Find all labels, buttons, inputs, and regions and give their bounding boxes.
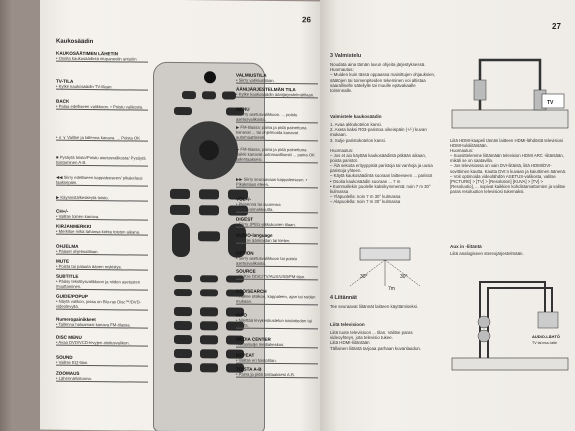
label-numbers: Numeropainikkeet • Tallenna haluamasi kanava FM-tilassa. — [56, 317, 148, 329]
label-play: ▶ Käynnistä/keskeytä toisto. — [56, 195, 148, 202]
distance-label: 7m — [388, 286, 395, 292]
num-8-button — [200, 335, 218, 344]
prev-button — [199, 189, 219, 199]
label-eco-search: ECO/SEARCH • Hakee otsikon, kappaleen, ajan tai raidan mukaan. — [236, 289, 318, 306]
label-fm-auto: ▶ FM-tilassa, paina ja pidä painettuna kaikki kanavat automaattisesti ... paina OK tallentaaksesi. — [236, 147, 318, 164]
label-mute: MUTE • Poista tai palauta äänen mykistys. — [56, 259, 148, 271]
ok-button — [199, 140, 219, 160]
label-info: INFO • Näyttää levykeskustelun toistotiedon tai muuta. — [236, 313, 318, 330]
tv-label: TV — [547, 100, 554, 106]
label-sound: SOUND • Valitse EQ-tilan. — [56, 355, 148, 367]
tv-connect-title: Liitä televisioon — [330, 322, 365, 327]
right-page — [320, 0, 575, 431]
section-3-title: 3 Valmistelu — [330, 53, 362, 59]
label-ch: CH+/- • Valitse toinen kanava. — [56, 209, 148, 221]
label-program: OHJELMA • Pääset ohjelmatilaan. — [56, 244, 148, 256]
num-5-button — [200, 321, 218, 330]
bookmark-button — [174, 275, 192, 282]
num-2-button — [200, 307, 218, 316]
label-volume: VOL+/- • Pienennä tai suurenna äänenvoimakkuutta. — [236, 197, 318, 214]
sound-button — [174, 363, 192, 372]
label-bookmark: KIRJANMERKKI • Merkitse mikä tahansa kohta toiston aikana. — [56, 224, 148, 236]
tv-device-label: TV tai muu laite — [532, 341, 557, 345]
left-page — [40, 0, 323, 431]
label-zoom: ZOOMAUS • Lähennä/loitonna. — [56, 371, 148, 383]
home-button — [202, 91, 216, 99]
label-transmitter: KAUKOSÄÄTIMEN LÄHETIN • Osoita kaukosäädintä etupaneelin anturiin — [56, 51, 148, 63]
back-button — [174, 107, 192, 115]
aux-text: Liitä analogiseen stereojärjestelmään. — [450, 251, 524, 256]
label-tv-mode: TV-TILA • Kytke kaukosäädin TV-tilaan. — [56, 79, 148, 91]
num-1-button — [174, 307, 192, 316]
label-ab: TOISTA A-B • Paina ja pidä toistaaksesi A-B. — [236, 367, 318, 379]
num-4-button — [174, 321, 192, 330]
aux-title: Aux in -liitäntä — [450, 244, 482, 249]
remote-section-title: Kaukosäädin — [56, 38, 94, 46]
label-audio-system-mode: ÄÄNIJÄRJESTELMÄN TILA • Kytke kaukosäädin äänijärjestelmätilaan. — [236, 87, 318, 99]
angle-left-label: 30° — [360, 274, 368, 280]
hdmi-connection-diagram — [450, 50, 570, 134]
power-button — [204, 71, 216, 83]
tv-button — [182, 91, 196, 99]
label-source: SOURCE • Valitse DISC/TV/AUX/USB/FM tilan. — [236, 269, 318, 281]
label-disc-menu: DISC MENU • Avaa DVD/VCD-levyjen aloitusvalikon. — [56, 335, 148, 347]
stop-button — [170, 189, 190, 199]
audio-mode-button — [222, 91, 236, 99]
page-number-left: 26 — [302, 15, 311, 25]
remote-note: Huomautus: – Jos et aio käyttää kaukosäädintä pitkään aikaan, poista paristot. – Älä sekoita erityyppisiä paristoja tai vanhoja ja uusia paristoja yhteen. – Käytä kaukosäädintä suoraan laitteeseen ... paristot • Osoita kaukosäädin suoraan ... 7 m • Kummallekin puolelle kaksikymmentä: noin 7 m 30° kulmassa – Yläpuolella: noin 7 m 30° kulmassa – Alapuolella: noin 7 m 30° kulmassa — [330, 148, 433, 204]
play-button — [199, 205, 219, 215]
channel-rocker — [172, 223, 190, 257]
label-audio-language: AUDIO-language • Valitse ääniraidan tai kielen. — [236, 233, 318, 245]
page-number-right: 27 — [552, 22, 561, 31]
label-digest: DIGEST • Siirry JPEG-pikkukuvien tilaan. — [236, 217, 318, 229]
zoom-button — [200, 363, 218, 372]
label-channel-arrows: • ∧ ∨ Valitse ja tallenna kanava. ... Poista OK — [56, 135, 148, 142]
audio-button — [200, 289, 218, 296]
tv-connect-text: Liitä tuote televisioon ... tilan. Valitse paras videoyhteys, jota televisio tukee. Liitä HDMI-liitäntään Tällainen liitäntä tarjoaa parhaan kuvanlaadun. — [330, 330, 422, 351]
aux-connection-diagram — [450, 262, 570, 372]
remote-range-diagram — [330, 246, 440, 292]
section-4-title: 4 Liitännät — [330, 295, 357, 301]
label-next: ▶▶ Siirry seuraavaan kappaleeseen. • Pikakelaus eteen. — [236, 177, 318, 189]
num-0-button — [200, 349, 218, 358]
section-3-text: Noudata aina tämän luvun ohjeita järjestyksessä. Huomautus: – Muiden kuin tässä oppaassa mainittujen ohjauksien, säätöjen tai toimenpiteiden tekeminen voi altistaa vaaralliselle säteilylle tai muulle epävakaalle toiminnalle. — [330, 62, 436, 94]
disc-menu-button — [174, 349, 192, 358]
rewind-button — [170, 205, 190, 215]
label-stop: ■ Pysäytä toisto/Poistu asetusvalikosta/ Pysäytä toistaminen A-B. — [56, 155, 148, 167]
label-standby: VALMIUSTILA • Siirry valmiustilaan. — [236, 73, 318, 85]
audio-output-label: AUDIO-LÄHTÖ — [532, 334, 560, 339]
remote-prep-steps: 1. Avaa akkukotelon kansi. 2. Aseta kaksi R03-paristoa oikeinpäin (+/-) kuvan mukaan. 3. Sulje paristokotelon kansi. — [330, 122, 427, 143]
section-4-text: Tee seuraavat liitännät laitteen käyttämiseksi. — [330, 304, 419, 309]
hdmi-text: Liitä HDMI-kaapeli tämän laitteen HDMI-lähdöstä televisiosi HDMI-tuloliitäntään. Huomautus: – Suosittelemme liittämään television HDMI ARC -liitäntään, mikäli se on saatavilla. – Jos televisiossa on vain DVI-liitäntä, liitä HDMI/DVI-sovittimen kautta. Kautta DVI:n kuvaan ja kaiuttimen äänenä. – Voit optimoida videolähdön ASETUS-valikosta, valitse [PICTURE] > [TV] > [Resolution] [KUVA] > [TV] > [Resoluutio], ... sopivat kaikkien kohdistamattomien ja valitse paras resoluution televisiosi tukemaksi. — [450, 138, 567, 194]
program-button — [200, 275, 218, 282]
label-media-center: MEDIA CENTER • Avaa/sulje mediakeskus. — [236, 337, 318, 349]
num-7-button — [174, 335, 192, 344]
label-repeat: REPEAT • Valitse eri toistotilan. — [236, 353, 318, 365]
label-subtitle: SUBTITLE • Pääsy tekstitysvalikkoon ja niiden asetusten muuttaminen. — [56, 274, 148, 291]
label-fm-tuning: ▶ FM-tilassa: paina ja pidä painettuna kanavat ... tai ohjelmoida kanavat automaattisesti. — [236, 125, 318, 142]
label-prev: ◀◀ Siirry edelliseen kappaleeseen/ pikakelaus taaksepäin. — [56, 175, 148, 187]
label-back: BACK • Palaa edelliseen valikkoon. • Poistu valikosta. — [56, 99, 148, 111]
label-menu: MENU • Siirry asetusvalikkoon. ... poistu asetusvalikosta. — [236, 107, 318, 124]
angle-right-label: 30° — [400, 274, 408, 280]
label-option: OPTION • Siirry asetusvalikkoon tai poistu asetusvalikosta. — [236, 251, 318, 268]
remote-prep-title: Valmistele kaukosäädin — [330, 114, 382, 119]
label-guide-popup: GUIDE/POPUP • Näytä valikon, jossa on Blu-ray Disc™/DVD-videolevyllä. — [56, 294, 148, 311]
subtitle-button — [174, 289, 192, 296]
mute-button — [198, 231, 220, 241]
